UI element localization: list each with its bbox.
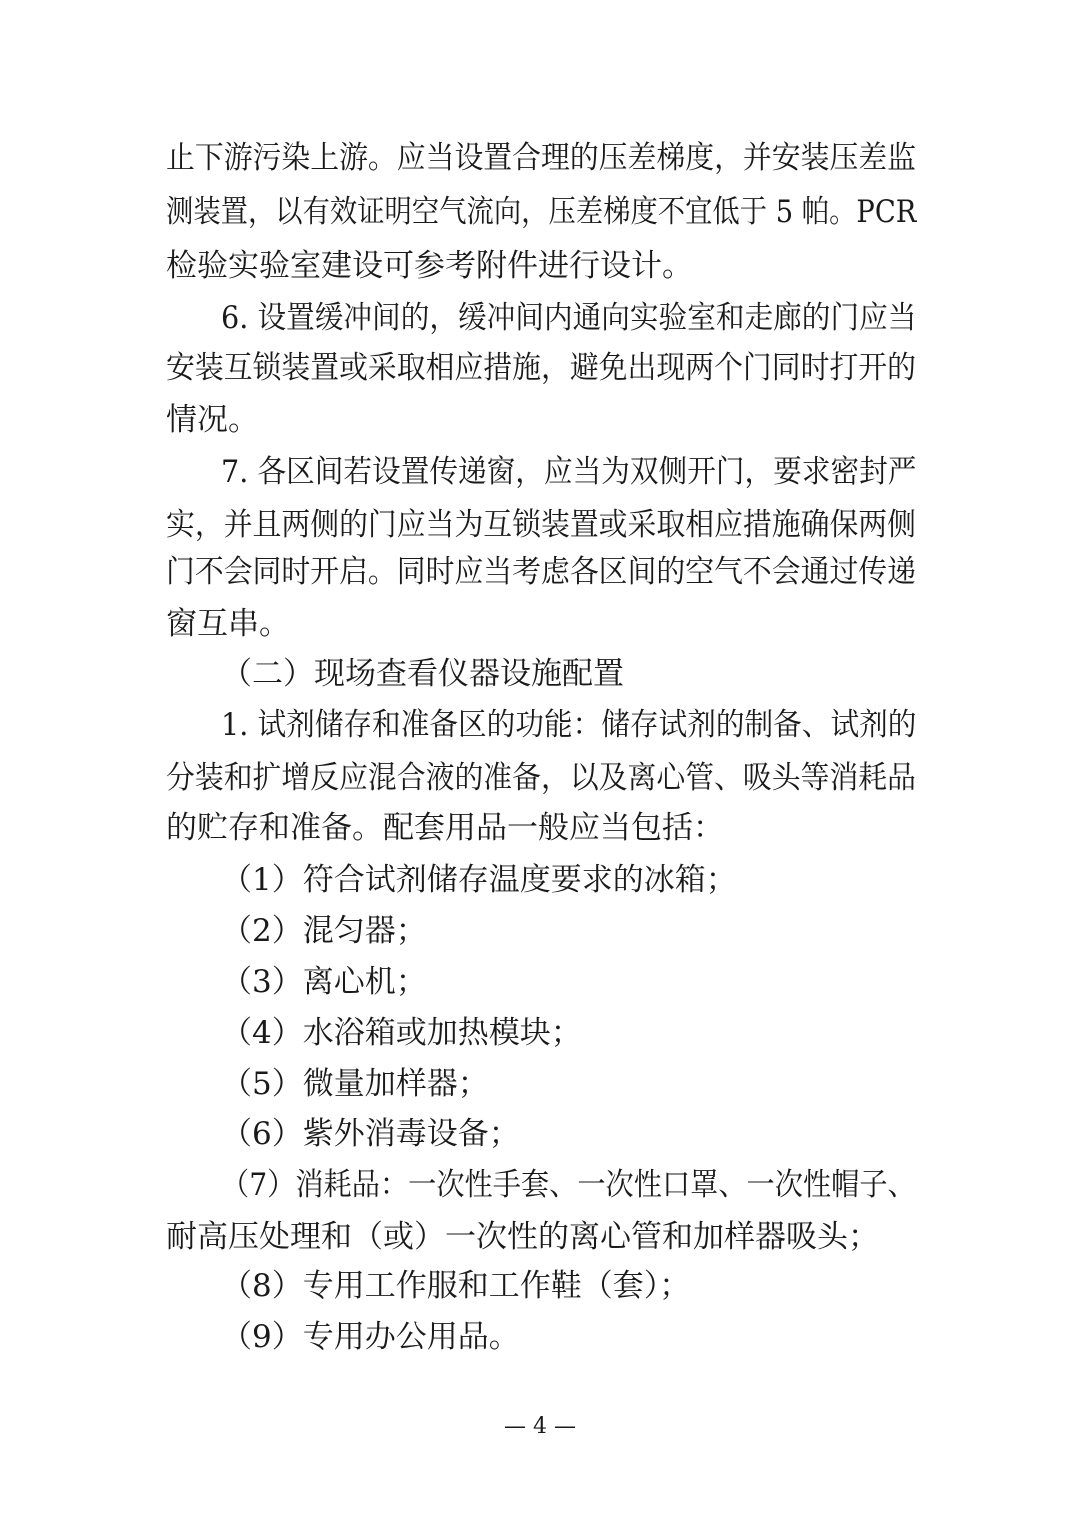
list-item: （9）专用办公用品。 [221, 1319, 520, 1355]
list-item: （7）消耗品：一次性手套、一次性口罩、一次性帽子、 [221, 1167, 916, 1203]
list-item-continuation: 耐高压处理和（或）一次性的离心管和加样器吸头； [166, 1219, 879, 1255]
text-line: 止下游污染上游。应当设置合理的压差梯度，并安装压差监 [166, 140, 916, 176]
text-line: 窗互串。 [166, 606, 290, 642]
list-item: （4）水浴箱或加热模块； [221, 1015, 582, 1051]
list-item: （2）混匀器； [221, 913, 427, 949]
section-heading: （二）现场查看仪器设施配置 [221, 656, 624, 692]
text-line: 分装和扩增反应混合液的准备，以及离心管、吸头等消耗品 [166, 760, 916, 796]
text-line: 6. 设置缓冲间的，缓冲间内通向实验室和走廊的门应当 [221, 300, 917, 336]
text-line: 测装置，以有效证明空气流向，压差梯度不宜低于 5 帕。PCR [166, 194, 917, 230]
list-item: （8）专用工作服和工作鞋（套）； [221, 1268, 691, 1304]
page-number: — 4 — [504, 1414, 576, 1439]
text-line: 的贮存和准备。配套用品一般应当包括： [166, 810, 724, 846]
text-line: 门不会同时开启。同时应当考虑各区间的空气不会通过传递 [166, 554, 916, 590]
text-line: 实，并且两侧的门应当为互锁装置或采取相应措施确保两侧 [166, 507, 916, 543]
text-line: 检验实验室建设可参考附件进行设计。 [166, 248, 693, 284]
text-line: 安装互锁装置或采取相应措施，避免出现两个门同时打开的 [166, 350, 916, 386]
text-line: 情况。 [166, 402, 259, 438]
list-item: （1）符合试剂储存温度要求的冰箱； [221, 862, 737, 898]
text-line: 7. 各区间若设置传递窗，应当为双侧开门，要求密封严 [221, 454, 917, 490]
list-item: （3）离心机； [221, 964, 427, 1000]
text-line: 1. 试剂储存和准备区的功能：储存试剂的制备、试剂的 [221, 707, 917, 743]
list-item: （6）紫外消毒设备； [221, 1116, 520, 1152]
list-item: （5）微量加样器； [221, 1066, 489, 1102]
